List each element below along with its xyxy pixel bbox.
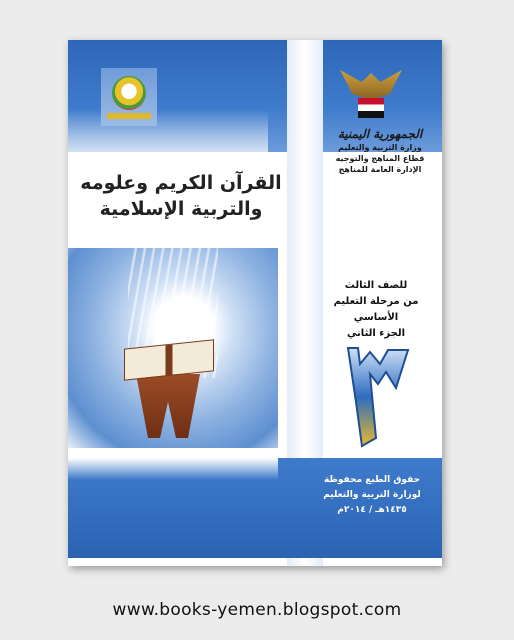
numeral-three-icon (340, 342, 416, 452)
seal-icon (112, 76, 146, 110)
yemen-emblem (340, 70, 402, 122)
copyright-block (311, 473, 433, 518)
ministry-block (330, 126, 430, 175)
grade-line: الجزء الثاني (346, 328, 406, 339)
rights-line: ١٤٣٥هـ / ٢٠١٤م (337, 505, 407, 515)
grade-numeral (340, 342, 416, 452)
title-line-1: القرآن الكريم وعلومه (80, 172, 282, 194)
curriculum-logo (101, 68, 157, 126)
book-cover (68, 40, 442, 566)
grade-line: للصف الثالث (344, 280, 408, 291)
rights-line: لوزارة التربية والتعليم (323, 490, 421, 500)
footer-url: www.books-yemen.blogspot.com (112, 600, 402, 620)
ministry-line: وزارة التربية والتعليم (338, 143, 422, 152)
rights-line: حقوق الطبع محفوظة (323, 475, 421, 485)
flag-icon (358, 98, 384, 118)
eagle-icon (340, 70, 402, 100)
title-line-2: والتربية الإسلامية (99, 198, 263, 220)
republic-name: الجمهورية اليمنية (337, 127, 423, 141)
book-title (76, 170, 286, 222)
ministry-line: الإدارة العامة للمناهج (338, 165, 422, 174)
grade-line: من مرحلة التعليم الأساسي (333, 296, 419, 323)
quran-on-stand-image (68, 248, 278, 448)
grade-block (316, 278, 436, 342)
ministry-line: قطاع المناهج والتوجيه (335, 154, 425, 163)
